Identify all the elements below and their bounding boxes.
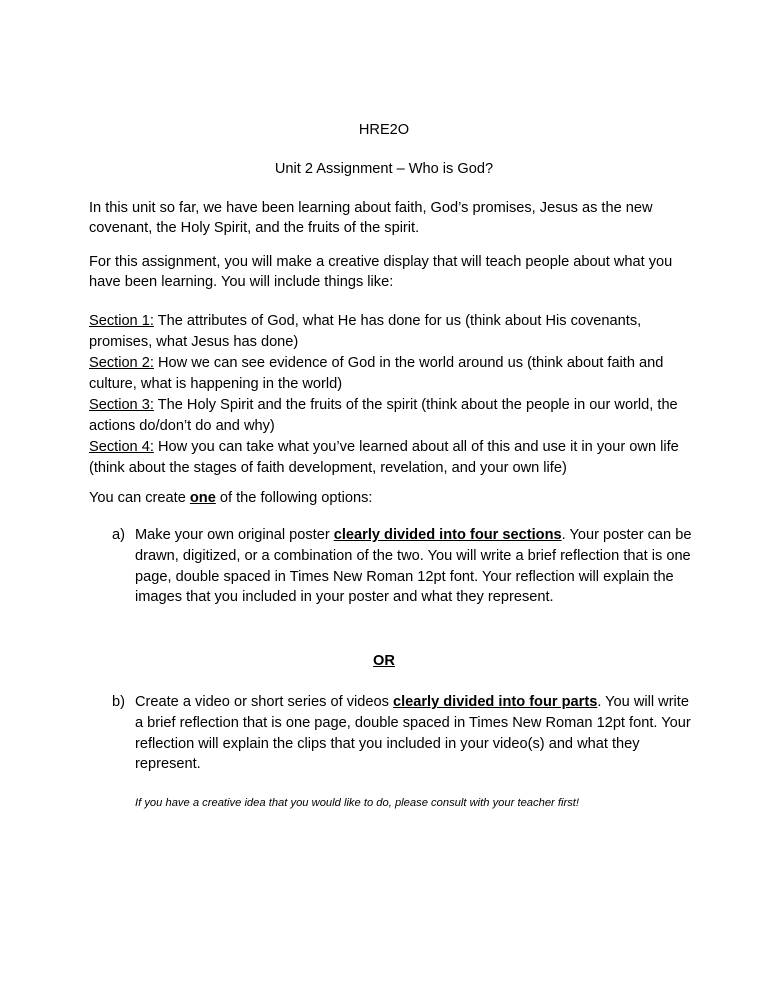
instructions-paragraph: For this assignment, you will make a creative display that will teach people about what you have been learning. You will include things like: [89, 254, 673, 290]
section-item-4 [89, 437, 689, 479]
section-label: Section 2: [89, 355, 154, 371]
creative-idea-note: If you have a creative idea that you would like to do, please consult with your teacher first! [135, 797, 580, 809]
options-intro: You can create one of the following options: [89, 490, 373, 506]
emphasis-one: one [189, 490, 216, 506]
section-item-2 [89, 353, 689, 395]
option-b [112, 692, 692, 775]
section-label: Section 4: [89, 439, 154, 455]
or-separator: OR [373, 653, 395, 669]
section-item-1 [89, 311, 689, 353]
sections-list [89, 311, 689, 479]
document-title: Unit 2 Assignment – Who is God? [274, 161, 494, 177]
intro-paragraph: In this unit so far, we have been learning about faith, God’s promises, Jesus as the new covenant, the Holy Spirit, and the fruits of the spirit. [89, 200, 653, 236]
section-label: Section 3: [89, 397, 154, 413]
course-code: HRE2O [358, 122, 410, 138]
section-text: The Holy Spirit and the fruits of the spirit (think about the people in our world, the actions do/don’t do and why) [89, 397, 678, 434]
section-text: How we can see evidence of God in the world around us (think about faith and culture, what is happening in the world) [89, 355, 664, 392]
option-text: Make your own original poster clearly divided into four sections. Your poster can be drawn, digitized, or a combination of the two. You will write a brief reflection that is one page, double spaced in Times New Roman 12pt font. Your reflection will explain the images that you included in your poster and what they represent. [135, 527, 692, 606]
option-emphasis: clearly divided into four parts [392, 694, 598, 710]
section-label: Section 1: [89, 313, 154, 329]
option-emphasis: clearly divided into four sections [333, 527, 562, 543]
section-item-3 [89, 395, 689, 437]
option-marker: b) [112, 694, 125, 710]
option-text: Create a video or short series of videos clearly divided into four parts. You will write a brief reflection that is one page, double spaced in Times New Roman 12pt font. Your reflection will explain the clips that you included in your video(s) and what they represent. [135, 694, 691, 773]
section-text: How you can take what you’ve learned about all of this and use it in your own life (think about the stages of faith development, revelation, and your own life) [89, 439, 679, 476]
option-a [112, 525, 692, 608]
option-marker: a) [112, 527, 125, 543]
section-text: The attributes of God, what He has done for us (think about His covenants, promises, what Jesus has done) [89, 313, 642, 350]
